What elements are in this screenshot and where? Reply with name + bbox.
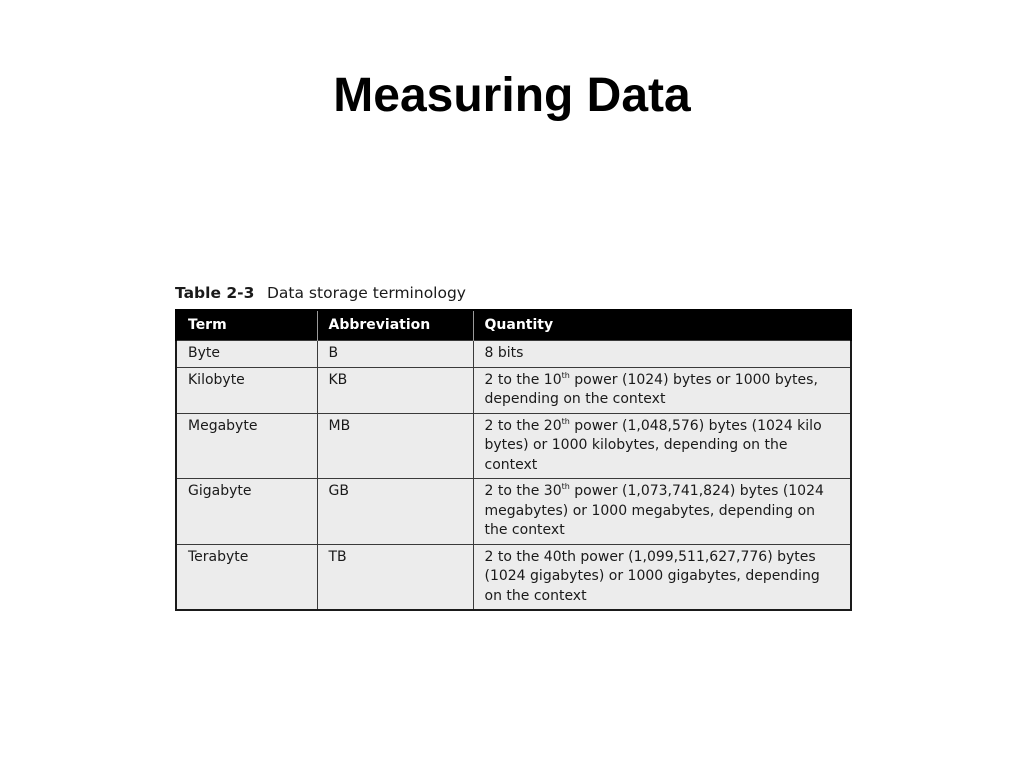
cell-quantity [473, 367, 851, 413]
cell-term: Kilobyte [176, 367, 317, 413]
header-quantity: Quantity [473, 310, 851, 341]
table-caption-label: Table 2-3 [175, 284, 255, 302]
quantity-line [485, 482, 840, 502]
quantity-text: 2 to the 20 [484, 417, 562, 434]
quantity-line: 8 bits [484, 345, 524, 361]
ordinal-suffix: th [561, 370, 570, 380]
cell-abbreviation: B [317, 341, 473, 368]
quantity-line: the context [484, 522, 565, 538]
cell-quantity [473, 341, 851, 368]
cell-term: Megabyte [176, 413, 317, 479]
quantity-text: power (1,073,741,824) bytes (1024 [569, 483, 824, 499]
quantity-line: bytes) or 1000 kilobytes, depending on the context [484, 437, 788, 473]
quantity-text: 2 to the 10 [484, 371, 562, 388]
cell-term: Gigabyte [176, 479, 317, 545]
slide-title: Measuring Data [333, 69, 691, 122]
ordinal-suffix: th [561, 416, 570, 426]
cell-term: Byte [176, 341, 317, 368]
ordinal-suffix: th [561, 482, 570, 491]
cell-abbreviation: TB [317, 544, 473, 610]
cell-abbreviation: KB [317, 367, 473, 413]
quantity-line: (1024 gigabytes) or 1000 gigabytes, depending [484, 568, 820, 584]
quantity-line: depending on the context [484, 391, 666, 407]
quantity-text: power (1024) bytes or 1000 bytes, [569, 371, 818, 388]
data-storage-table [175, 309, 852, 611]
quantity-line [485, 371, 840, 391]
table-caption-text: Data storage terminology [267, 284, 466, 302]
table-row [176, 413, 851, 479]
table-row [176, 341, 851, 368]
cell-abbreviation: MB [317, 413, 473, 479]
table-row [176, 367, 851, 413]
header-term: Term [176, 310, 317, 341]
cell-quantity [473, 544, 851, 610]
table-row [176, 544, 851, 610]
table-row [176, 479, 851, 545]
table-caption [175, 281, 466, 305]
quantity-text: power (1,048,576) bytes (1024 kilo [569, 417, 822, 434]
cell-quantity [473, 413, 851, 479]
quantity-line [485, 417, 840, 437]
quantity-line: on the context [484, 587, 587, 604]
table-header-row [176, 310, 851, 341]
cell-quantity [473, 479, 851, 545]
header-abbreviation: Abbreviation [317, 310, 473, 341]
quantity-text: 2 to the 30 [484, 483, 562, 499]
quantity-line: 2 to the 40th power (1,099,511,627,776) bytes [484, 548, 816, 565]
quantity-line: megabytes) or 1000 megabytes, depending on [484, 502, 816, 519]
cell-abbreviation: GB [317, 479, 473, 545]
cell-term: Terabyte [176, 544, 317, 610]
